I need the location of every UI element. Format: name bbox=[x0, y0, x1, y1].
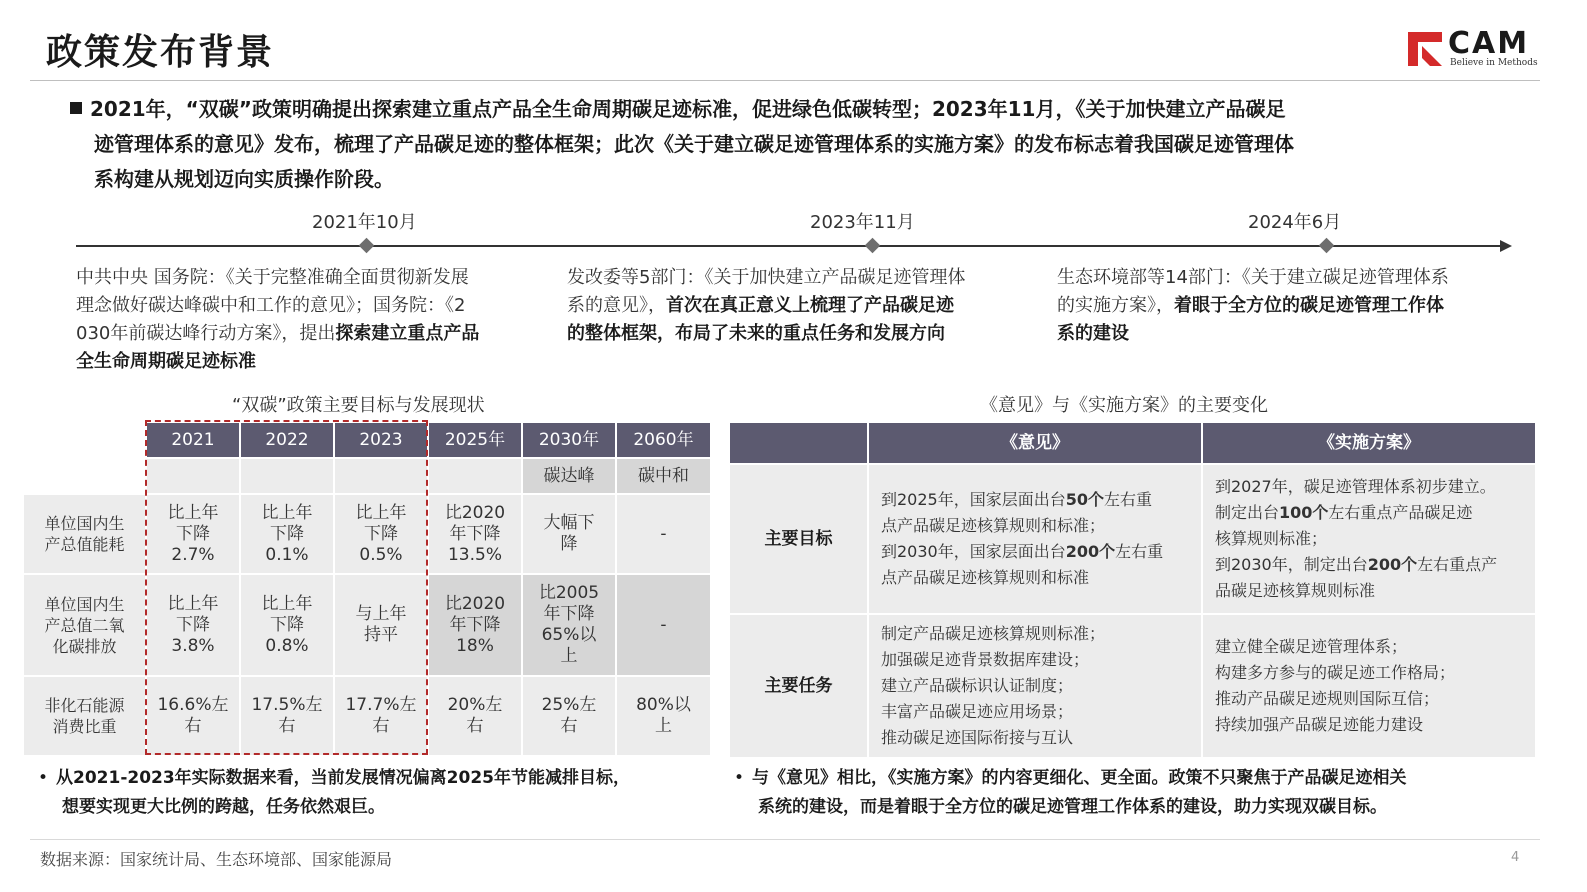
table-cell: 制定产品碳足迹核算规则标准； 加强碳足迹背景数据库建设； 建立产品碳标识认证制度； 丰富产品碳足迹应用场景； 推动碳足迹国际衔接与互认 bbox=[868, 614, 1202, 758]
table-header: 《意见》 bbox=[868, 422, 1202, 464]
desc-line: 理念做好碳达峰碳中和工作的意见》；国务院：《2 bbox=[76, 295, 466, 316]
table-cell: 到2027年，碳足迹管理体系初步建立。 制定出台100个左右重点产品碳足迹 核算规则标准； 到2030年，制定出台200个左右重点产 品碳足迹核算规则标准 bbox=[1202, 464, 1536, 614]
note-line: 想要实现更大比例的跨越，任务依然艰巨。 bbox=[62, 797, 385, 817]
table-cell: 比上年 下降 0.5% bbox=[334, 494, 428, 574]
desc-bold: 的整体框架，布局了未来的重点任务和发展方向 bbox=[567, 323, 945, 344]
desc-line: 生态环境部等14部门：《关于建立碳足迹管理体系 bbox=[1057, 267, 1449, 288]
note-line: 从2021-2023年实际数据来看，当前发展情况偏离2025年节能减排目标， bbox=[56, 768, 630, 788]
desc-line: 系的意见》， bbox=[567, 295, 666, 316]
table-cell: 大幅下 降 bbox=[522, 494, 616, 574]
row-label: 主要目标 bbox=[729, 464, 868, 614]
table-cell: 25%左 右 bbox=[522, 676, 616, 756]
table-cell: - bbox=[616, 574, 711, 676]
table-cell: 到2025年，国家层面出台50个左右重 点产品碳足迹核算规则和标准； 到2030年，国家层面出台200个左右重 点产品碳足迹核算规则和标准 bbox=[868, 464, 1202, 614]
timeline-description bbox=[1057, 264, 1517, 348]
timeline-marker-icon bbox=[359, 238, 375, 254]
right-note bbox=[734, 764, 1534, 822]
timeline-date: 2023年11月 bbox=[810, 212, 915, 233]
timeline-arrow-icon bbox=[1500, 240, 1512, 252]
table-cell: 比2020 年下降 13.5% bbox=[428, 494, 522, 574]
logo-tagline: Believe in Methods bbox=[1450, 58, 1538, 68]
desc-line: 中共中央 国务院：《关于完整准确全面贯彻新发展 bbox=[76, 267, 469, 288]
table-subheader: 碳中和 bbox=[616, 458, 711, 494]
intro-paragraph bbox=[70, 92, 1530, 197]
timeline-marker-icon bbox=[865, 238, 881, 254]
timeline-date: 2024年6月 bbox=[1248, 212, 1342, 233]
desc-bold: 首次在真正意义上梳理了产品碳足迹 bbox=[666, 295, 954, 316]
table-header bbox=[729, 422, 868, 464]
bullet-square-icon bbox=[70, 102, 82, 114]
desc-bold: 探索建立重点产品 bbox=[335, 323, 480, 344]
desc-line: 发改委等5部门：《关于加快建立产品碳足迹管理体 bbox=[567, 267, 966, 288]
table-cell: 比上年 下降 0.1% bbox=[240, 494, 334, 574]
row-label: 单位国内生 产总值二氧 化碳排放 bbox=[23, 574, 146, 676]
table-cell: 比上年 下降 2.7% bbox=[146, 494, 240, 574]
page-title: 政策发布背景 bbox=[46, 32, 275, 73]
table-header: 2025年 bbox=[428, 422, 522, 458]
footer-divider bbox=[30, 839, 1540, 840]
table-header: 《实施方案》 bbox=[1202, 422, 1536, 464]
table-cell bbox=[23, 458, 146, 494]
table-subheader: 碳达峰 bbox=[522, 458, 616, 494]
table-cell: 16.6%左 右 bbox=[146, 676, 240, 756]
left-table-title: “双碳”政策主要目标与发展现状 bbox=[232, 395, 485, 416]
table-corner bbox=[23, 422, 146, 458]
title-divider bbox=[30, 80, 1540, 81]
table-row bbox=[729, 614, 1536, 758]
desc-line: 030年前碳达峰行动方案》，提出 bbox=[76, 323, 336, 344]
bullet-dot-icon: • bbox=[38, 768, 49, 788]
table-cell: 建立健全碳足迹管理体系； 构建多方参与的碳足迹工作格局； 推动产品碳足迹规则国际互信； 持续加强产品碳足迹能力建设 bbox=[1202, 614, 1536, 758]
table-cell: - bbox=[616, 494, 711, 574]
cam-logo-icon bbox=[1408, 32, 1442, 66]
cam-logo bbox=[1408, 26, 1538, 70]
right-table-title: 《意见》与《实施方案》的主要变化 bbox=[980, 395, 1268, 416]
intro-line-3: 系构建从规划迈向实质操作阶段。 bbox=[94, 167, 394, 191]
table-subheader bbox=[428, 458, 522, 494]
table-cell: 80%以 上 bbox=[616, 676, 711, 756]
intro-line-2: 迹管理体系的意见》发布，梳理了产品碳足迹的整体框架；此次《关于建立碳足迹管理体系的实施方案》的发布标志着我国碳足迹管理体 bbox=[94, 132, 1294, 156]
table-header: 2030年 bbox=[522, 422, 616, 458]
table-cell: 比上年 下降 0.8% bbox=[240, 574, 334, 676]
timeline-description bbox=[567, 264, 1027, 348]
row-label: 非化石能源 消费比重 bbox=[23, 676, 146, 756]
table-cell: 比2005 年下降 65%以 上 bbox=[522, 574, 616, 676]
row-label: 主要任务 bbox=[729, 614, 868, 758]
logo-text: CAM bbox=[1448, 26, 1530, 61]
row-label: 单位国内生 产总值能耗 bbox=[23, 494, 146, 574]
note-line: 系统的建设，而是着眼于全方位的碳足迹管理工作体系的建设，助力实现双碳目标。 bbox=[758, 797, 1387, 817]
table-cell: 20%左 右 bbox=[428, 676, 522, 756]
desc-line: 的实施方案》， bbox=[1057, 295, 1174, 316]
page-number: 4 bbox=[1511, 850, 1520, 865]
desc-bold: 全生命周期碳足迹标准 bbox=[76, 351, 256, 372]
table-cell: 比2020 年下降 18% bbox=[428, 574, 522, 676]
desc-bold: 系的建设 bbox=[1057, 323, 1129, 344]
table-cell: 与上年 持平 bbox=[334, 574, 428, 676]
note-line: 与《意见》相比，《实施方案》的内容更细化、更全面。政策不只聚焦于产品碳足迹相关 bbox=[752, 768, 1407, 788]
table-header: 2022 bbox=[240, 422, 334, 458]
highlight-dashed-box bbox=[145, 420, 428, 755]
table-header: 2060年 bbox=[616, 422, 711, 458]
timeline-date: 2021年10月 bbox=[312, 212, 417, 233]
desc-bold: 着眼于全方位的碳足迹管理工作体 bbox=[1174, 295, 1444, 316]
left-note bbox=[38, 764, 718, 822]
intro-line-1: 2021年，“双碳”政策明确提出探索建立重点产品全生命周期碳足迹标准，促进绿色低碳转型；2023年11月，《关于加快建立产品碳足 bbox=[90, 97, 1286, 121]
table-cell: 17.7%左 右 bbox=[334, 676, 428, 756]
table-row bbox=[729, 464, 1536, 614]
table-header: 2021 bbox=[146, 422, 240, 458]
comparison-table bbox=[728, 421, 1537, 759]
timeline-axis bbox=[76, 245, 1504, 247]
table-cell: 17.5%左 右 bbox=[240, 676, 334, 756]
data-source: 数据来源：国家统计局、生态环境部、国家能源局 bbox=[40, 850, 393, 869]
table-header: 2023 bbox=[334, 422, 428, 458]
timeline-description bbox=[76, 264, 536, 376]
timeline-marker-icon bbox=[1319, 238, 1335, 254]
bullet-dot-icon: • bbox=[734, 768, 745, 788]
table-cell: 比上年 下降 3.8% bbox=[146, 574, 240, 676]
